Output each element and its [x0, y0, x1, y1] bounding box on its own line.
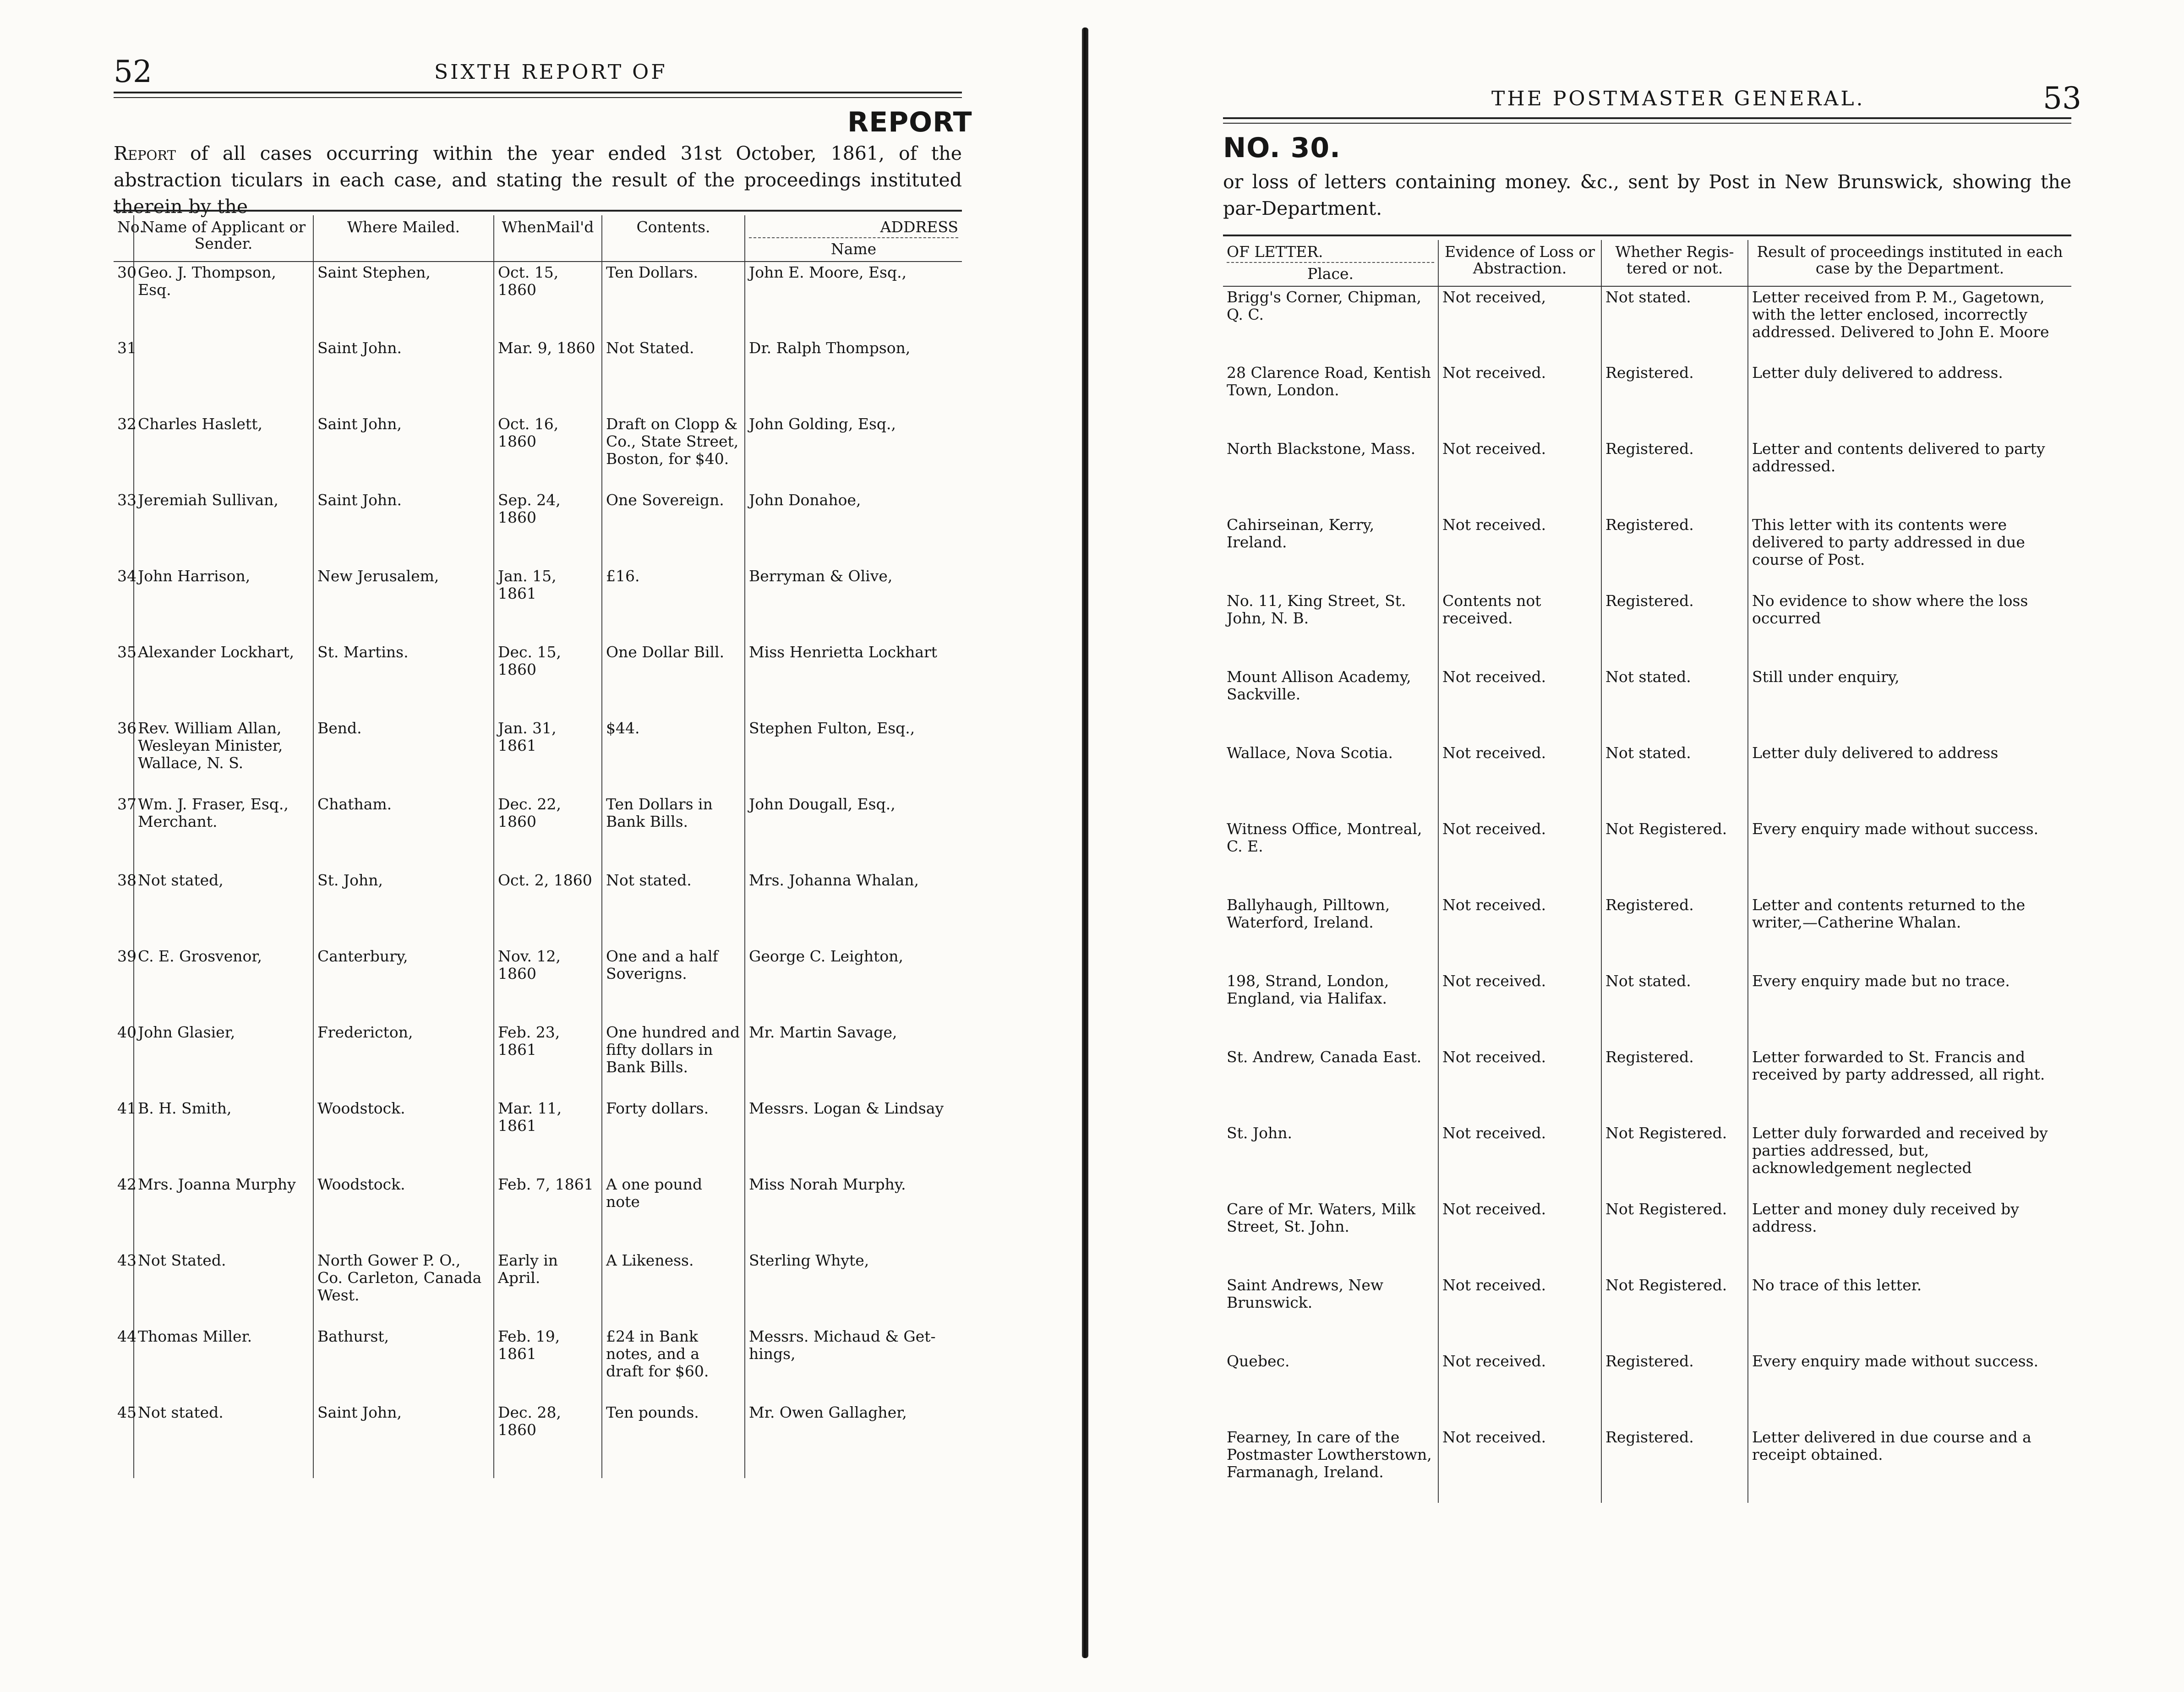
- col-header-place: [1223, 240, 1438, 286]
- page-number: 52: [114, 54, 152, 89]
- case-number: 38: [117, 871, 136, 889]
- table-row: [1223, 971, 2071, 1047]
- where-mailed: Bend.: [313, 718, 494, 794]
- table-row: [114, 870, 962, 946]
- addressee-name: George C. Leighton,: [745, 946, 962, 1022]
- evidence-of-loss: Not received.: [1438, 819, 1601, 895]
- table-row: [1223, 1427, 2071, 1503]
- when-mailed: Early in April.: [494, 1250, 602, 1326]
- col-header-applicant: Name of Applicant or Sender.: [134, 215, 313, 262]
- proceedings-result: Letter duly delivered to address: [1748, 742, 2071, 819]
- table-header-row: [1223, 240, 2071, 286]
- addressee-name: Mr. Owen Gallagher,: [745, 1402, 962, 1478]
- evidence-of-loss: Not received.: [1438, 1047, 1601, 1123]
- evidence-of-loss: Not received,: [1438, 286, 1601, 362]
- table-row: [114, 1022, 962, 1098]
- registration-status: Not Registered.: [1601, 1199, 1748, 1275]
- letter-contents: Ten Dollars in Bank Bills.: [602, 794, 745, 870]
- when-mailed: Oct. 2, 1860: [494, 870, 602, 946]
- addressee-name: Miss Norah Murphy.: [745, 1174, 962, 1250]
- case-number: 30: [117, 263, 136, 281]
- letter-place: Ballyhaugh, Pilltown, Waterford, Ireland.: [1227, 896, 1390, 931]
- letter-contents: Not stated.: [602, 870, 745, 946]
- registration-status: Not stated.: [1601, 286, 1748, 362]
- sender-name: B. H. Smith,: [134, 1098, 313, 1174]
- left-page: [0, 0, 1072, 1692]
- case-number: 45: [117, 1403, 136, 1421]
- address-group-label: ADDRESS: [749, 219, 958, 238]
- when-mailed: Feb. 19, 1861: [494, 1326, 602, 1402]
- table-row: [114, 1326, 962, 1402]
- proceedings-result: Letter duly forwarded and received by parties addressed, but, acknowledgement neglected: [1748, 1123, 2071, 1199]
- case-number: 44: [117, 1327, 136, 1345]
- when-mailed: Oct. 16, 1860: [494, 414, 602, 490]
- of-letter-label: OF LETTER.: [1227, 244, 1434, 263]
- letter-contents: Ten Dollars.: [602, 262, 745, 338]
- case-number: 42: [117, 1175, 136, 1193]
- header-rule: [1223, 123, 2071, 124]
- table-row: [114, 1098, 962, 1174]
- letter-place: Cahirseinan, Kerry, Ireland.: [1227, 516, 1375, 551]
- when-mailed: Dec. 15, 1860: [494, 642, 602, 718]
- where-mailed: Saint John.: [313, 490, 494, 566]
- letter-contents: One and a half Soverigns.: [602, 946, 745, 1022]
- evidence-of-loss: Not received.: [1438, 362, 1601, 438]
- report-number: NO. 30.: [1223, 132, 1341, 164]
- when-mailed: Sep. 24, 1860: [494, 490, 602, 566]
- where-mailed: Saint Stephen,: [313, 262, 494, 338]
- evidence-of-loss: Not received.: [1438, 666, 1601, 742]
- sender-name: [134, 338, 313, 414]
- registration-status: Registered.: [1601, 1427, 1748, 1503]
- letter-contents: A one pound note: [602, 1174, 745, 1250]
- evidence-of-loss: Not received.: [1438, 895, 1601, 971]
- book-spine: [1082, 27, 1088, 1658]
- case-number: 34: [117, 567, 136, 585]
- sender-name: Not stated.: [134, 1402, 313, 1478]
- evidence-of-loss: Not received.: [1438, 742, 1601, 819]
- table-row: [1223, 1275, 2071, 1351]
- table-row: [1223, 666, 2071, 742]
- where-mailed: Canterbury,: [313, 946, 494, 1022]
- when-mailed: Dec. 28, 1860: [494, 1402, 602, 1478]
- registration-status: Not Registered.: [1601, 819, 1748, 895]
- where-mailed: Bathurst,: [313, 1326, 494, 1402]
- letter-place: Wallace, Nova Scotia.: [1227, 744, 1393, 762]
- registration-status: Not stated.: [1601, 742, 1748, 819]
- letter-contents: One hundred and fifty dollars in Bank Bills.: [602, 1022, 745, 1098]
- proceedings-result: No evidence to show where the loss occurred: [1748, 590, 2071, 666]
- case-number: 36: [117, 719, 136, 737]
- table-row: [114, 566, 962, 642]
- sender-name: Charles Haslett,: [134, 414, 313, 490]
- sender-name: Geo. J. Thompson, Esq.: [134, 262, 313, 338]
- when-mailed: Nov. 12, 1860: [494, 946, 602, 1022]
- table-row: [1223, 286, 2071, 362]
- table-row: [114, 262, 962, 338]
- page-number: 53: [2043, 81, 2081, 116]
- letter-place: Witness Office, Montreal, C. E.: [1227, 820, 1422, 855]
- registration-status: Registered.: [1601, 1351, 1748, 1427]
- table-row: [1223, 819, 2071, 895]
- table-row: [1223, 590, 2071, 666]
- sender-name: Rev. William Allan, Wesleyan Minister, Wallace, N. S.: [134, 718, 313, 794]
- table-row: [114, 1250, 962, 1326]
- registration-status: Registered.: [1601, 895, 1748, 971]
- table-row: [1223, 514, 2071, 590]
- letter-place: Brigg's Corner, Chipman, Q. C.: [1227, 288, 1422, 323]
- proceedings-result: Every enquiry made without success.: [1748, 819, 2071, 895]
- table-row: [1223, 1123, 2071, 1199]
- case-number: 40: [117, 1023, 136, 1041]
- where-mailed: Saint John.: [313, 338, 494, 414]
- addressee-name: John Golding, Esq.,: [745, 414, 962, 490]
- evidence-of-loss: Not received.: [1438, 1123, 1601, 1199]
- sender-name: Not Stated.: [134, 1250, 313, 1326]
- addressee-name: John E. Moore, Esq.,: [745, 262, 962, 338]
- place-label: Place.: [1307, 265, 1354, 283]
- letter-contents: Forty dollars.: [602, 1098, 745, 1174]
- case-number: 31: [117, 339, 136, 357]
- registration-status: Registered.: [1601, 1047, 1748, 1123]
- where-mailed: New Jerusalem,: [313, 566, 494, 642]
- addressee-name: John Donahoe,: [745, 490, 962, 566]
- table-header-row: [114, 215, 962, 262]
- left-register-table: [114, 215, 962, 1478]
- proceedings-result: Letter received from P. M., Gagetown, with the letter enclosed, incorrectly addressed. Delivered to John E. Moore: [1748, 286, 2071, 362]
- letter-place: 28 Clarence Road, Kentish Town, London.: [1227, 364, 1431, 399]
- letter-contents: £24 in Bank notes, and a draft for $60.: [602, 1326, 745, 1402]
- proceedings-result: Letter duly delivered to address.: [1748, 362, 2071, 438]
- sender-name: Wm. J. Fraser, Esq., Merchant.: [134, 794, 313, 870]
- registration-status: Not stated.: [1601, 666, 1748, 742]
- evidence-of-loss: Not received.: [1438, 1427, 1601, 1503]
- registration-status: Not stated.: [1601, 971, 1748, 1047]
- letter-contents: Ten pounds.: [602, 1402, 745, 1478]
- where-mailed: Saint John,: [313, 414, 494, 490]
- addressee-name: John Dougall, Esq.,: [745, 794, 962, 870]
- when-mailed: Mar. 11, 1861: [494, 1098, 602, 1174]
- evidence-of-loss: Not received.: [1438, 514, 1601, 590]
- sender-name: John Harrison,: [134, 566, 313, 642]
- letter-place: Fearney, In care of the Postmaster Lowtherstown, Farmanagh, Ireland.: [1227, 1428, 1432, 1481]
- proceedings-result: Still under enquiry,: [1748, 666, 2071, 742]
- addressee-name: Sterling Whyte,: [745, 1250, 962, 1326]
- table-row: [114, 338, 962, 414]
- proceedings-result: Letter and money duly received by address.: [1748, 1199, 2071, 1275]
- addressee-name: Messrs. Logan & Lindsay: [745, 1098, 962, 1174]
- case-number: 37: [117, 795, 136, 813]
- letter-contents: $44.: [602, 718, 745, 794]
- table-row: [114, 718, 962, 794]
- right-page: [1113, 0, 2184, 1692]
- addressee-name: Dr. Ralph Thompson,: [745, 338, 962, 414]
- table-row: [1223, 1047, 2071, 1123]
- where-mailed: St. Martins.: [313, 642, 494, 718]
- letter-place: Care of Mr. Waters, Milk Street, St. John.: [1227, 1200, 1416, 1235]
- where-mailed: Woodstock.: [313, 1174, 494, 1250]
- letter-place: Quebec.: [1227, 1352, 1290, 1370]
- proceedings-result: Letter and contents returned to the writer,—Catherine Whalan.: [1748, 895, 2071, 971]
- where-mailed: Saint John,: [313, 1402, 494, 1478]
- case-number: 35: [117, 643, 136, 661]
- table-row: [1223, 742, 2071, 819]
- table-row: [114, 490, 962, 566]
- intro-lead: Report: [114, 142, 176, 164]
- table-row: [1223, 362, 2071, 438]
- sender-name: Thomas Miller.: [134, 1326, 313, 1402]
- table-row: [114, 794, 962, 870]
- table-row: [114, 1174, 962, 1250]
- col-header-where-mailed: Where Mailed.: [313, 215, 494, 262]
- addressee-name: Mr. Martin Savage,: [745, 1022, 962, 1098]
- letter-place: 198, Strand, London, England, via Halifax.: [1227, 972, 1389, 1007]
- addressee-name: Berryman & Olive,: [745, 566, 962, 642]
- when-mailed: Mar. 9, 1860: [494, 338, 602, 414]
- addressee-name: Stephen Fulton, Esq.,: [745, 718, 962, 794]
- addressee-name: Miss Henrietta Lockhart: [745, 642, 962, 718]
- letter-place: Saint Andrews, New Brunswick.: [1227, 1276, 1384, 1311]
- letter-place: North Blackstone, Mass.: [1227, 440, 1416, 458]
- evidence-of-loss: Not received.: [1438, 1199, 1601, 1275]
- addressee-name: Messrs. Michaud & Get-hings,: [745, 1326, 962, 1402]
- when-mailed: Feb. 7, 1861: [494, 1174, 602, 1250]
- intro-paragraph: or loss of letters containing money. &c., sent by Post in New Brunswick, showing the par-Department.: [1223, 171, 2071, 219]
- letter-contents: Draft on Clopp & Co., State Street, Boston, for $40.: [602, 414, 745, 490]
- table-row: [114, 946, 962, 1022]
- registration-status: Registered.: [1601, 362, 1748, 438]
- letter-place: St. John.: [1227, 1124, 1292, 1142]
- col-header-registered: Whether Regis-tered or not.: [1601, 240, 1748, 286]
- evidence-of-loss: Not received.: [1438, 1275, 1601, 1351]
- where-mailed: St. John,: [313, 870, 494, 946]
- case-number: 41: [117, 1099, 136, 1117]
- proceedings-result: Letter delivered in due course and a receipt obtained.: [1748, 1427, 2071, 1503]
- registration-status: Registered.: [1601, 590, 1748, 666]
- proceedings-result: Every enquiry made without success.: [1748, 1351, 2071, 1427]
- when-mailed: Dec. 22, 1860: [494, 794, 602, 870]
- where-mailed: Fredericton,: [313, 1022, 494, 1098]
- registration-status: Not Registered.: [1601, 1123, 1748, 1199]
- case-number: 39: [117, 947, 136, 965]
- letter-contents: One Sovereign.: [602, 490, 745, 566]
- proceedings-result: No trace of this letter.: [1748, 1275, 2071, 1351]
- proceedings-result: Letter forwarded to St. Francis and received by party addressed, all right.: [1748, 1047, 2071, 1123]
- when-mailed: Jan. 31, 1861: [494, 718, 602, 794]
- table-row: [1223, 1351, 2071, 1427]
- where-mailed: Chatham.: [313, 794, 494, 870]
- registration-status: Not Registered.: [1601, 1275, 1748, 1351]
- evidence-of-loss: Not received.: [1438, 1351, 1601, 1427]
- letter-contents: £16.: [602, 566, 745, 642]
- table-row: [114, 414, 962, 490]
- sender-name: John Glasier,: [134, 1022, 313, 1098]
- sender-name: Alexander Lockhart,: [134, 642, 313, 718]
- header-rule: [114, 97, 962, 98]
- col-header-when-mailed: WhenMail'd: [494, 215, 602, 262]
- when-mailed: Oct. 15, 1860: [494, 262, 602, 338]
- proceedings-result: This letter with its contents were delivered to party addressed in due course of Post.: [1748, 514, 2071, 590]
- registration-status: Registered.: [1601, 438, 1748, 514]
- table-row: [1223, 1199, 2071, 1275]
- letter-contents: Not Stated.: [602, 338, 745, 414]
- letter-place: Mount Allison Academy, Sackville.: [1227, 668, 1411, 703]
- table-top-rule: [1223, 235, 2071, 236]
- col-header-result: Result of proceedings instituted in each case by the Department.: [1748, 240, 2071, 286]
- table-row: [1223, 895, 2071, 971]
- col-header-contents: Contents.: [602, 215, 745, 262]
- when-mailed: Jan. 15, 1861: [494, 566, 602, 642]
- sender-name: Jeremiah Sullivan,: [134, 490, 313, 566]
- intro-paragraph: [114, 140, 962, 220]
- when-mailed: Feb. 23, 1861: [494, 1022, 602, 1098]
- sender-name: Not stated,: [134, 870, 313, 946]
- sender-name: Mrs. Joanna Murphy: [134, 1174, 313, 1250]
- header-rule: [1223, 117, 2071, 119]
- proceedings-result: Every enquiry made but no trace.: [1748, 971, 2071, 1047]
- letter-contents: One Dollar Bill.: [602, 642, 745, 718]
- evidence-of-loss: Contents not received.: [1438, 590, 1601, 666]
- evidence-of-loss: Not received.: [1438, 971, 1601, 1047]
- letter-place: No. 11, King Street, St. John, N. B.: [1227, 592, 1406, 627]
- letter-contents: A Likeness.: [602, 1250, 745, 1326]
- letter-place: St. Andrew, Canada East.: [1227, 1048, 1422, 1066]
- header-rule: [114, 92, 962, 93]
- case-number: 43: [117, 1251, 136, 1269]
- registration-status: Registered.: [1601, 514, 1748, 590]
- address-name-label: Name: [830, 240, 877, 258]
- running-head: THE POSTMASTER GENERAL.: [1491, 87, 1865, 110]
- intro-text: of all cases occurring within the year ended 31st October, 1861, of the abstraction ticulars in each case, and stating the result of the proceedings instituted therein by the: [114, 142, 962, 218]
- table-row: [114, 642, 962, 718]
- proceedings-result: Letter and contents delivered to party addressed.: [1748, 438, 2071, 514]
- where-mailed: North Gower P. O., Co. Carleton, Canada West.: [313, 1250, 494, 1326]
- right-register-table: [1223, 240, 2071, 1503]
- where-mailed: Woodstock.: [313, 1098, 494, 1174]
- col-header-address: [745, 215, 962, 262]
- sender-name: C. E. Grosvenor,: [134, 946, 313, 1022]
- evidence-of-loss: Not received.: [1438, 438, 1601, 514]
- table-row: [114, 1402, 962, 1478]
- table-row: [1223, 438, 2071, 514]
- table-top-rule: [114, 210, 962, 212]
- running-head: SIXTH REPORT OF: [434, 60, 667, 84]
- case-number: 32: [117, 415, 136, 433]
- col-header-no: No.: [114, 215, 134, 262]
- addressee-name: Mrs. Johanna Whalan,: [745, 870, 962, 946]
- col-header-evidence: Evidence of Loss or Abstraction.: [1438, 240, 1601, 286]
- case-number: 33: [117, 491, 136, 509]
- report-title: REPORT: [847, 106, 972, 138]
